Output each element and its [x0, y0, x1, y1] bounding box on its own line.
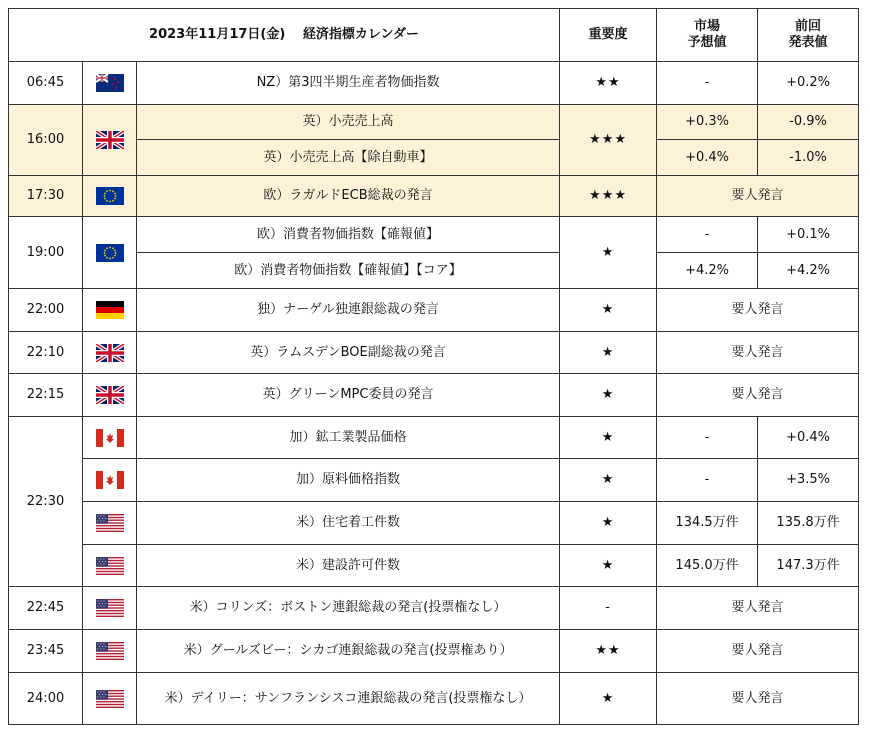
event-name: 欧）消費者物価指数【確報値】 — [137, 217, 560, 253]
forecast-value: +0.4% — [657, 140, 758, 176]
previous-value: +3.5% — [758, 459, 859, 502]
uk-flag-icon — [96, 344, 124, 362]
flag-cell — [83, 673, 137, 725]
forecast-value: +0.3% — [657, 105, 758, 140]
eu-flag-icon — [96, 187, 124, 205]
event-time: 22:00 — [9, 289, 83, 332]
forecast-value: - — [657, 62, 758, 105]
flag-cell — [83, 217, 137, 289]
importance-stars: ★ — [560, 417, 657, 459]
event-name: 加）原料価格指数 — [137, 459, 560, 502]
table-row — [9, 62, 859, 105]
flag-cell — [83, 176, 137, 217]
previous-value: +4.2% — [758, 253, 859, 289]
economic-calendar-table — [8, 8, 859, 725]
importance-stars: - — [560, 587, 657, 630]
flag-cell — [83, 374, 137, 417]
event-time: 06:45 — [9, 62, 83, 105]
importance-stars: ★★ — [560, 62, 657, 105]
flag-cell — [83, 459, 137, 502]
speech-note: 要人発言 — [657, 587, 859, 630]
event-time: 16:00 — [9, 105, 83, 176]
speech-note: 要人発言 — [657, 332, 859, 374]
previous-value: +0.2% — [758, 62, 859, 105]
table-row — [9, 673, 859, 725]
event-name: 米）建設許可件数 — [137, 545, 560, 587]
flag-cell — [83, 630, 137, 673]
ca-flag-icon — [96, 429, 124, 447]
forecast-value: - — [657, 217, 758, 253]
event-time: 19:00 — [9, 217, 83, 289]
importance-stars: ★★★ — [560, 105, 657, 176]
table-row — [9, 545, 859, 587]
importance-stars: ★ — [560, 217, 657, 289]
importance-header: 重要度 — [560, 9, 657, 62]
event-name: 欧）消費者物価指数【確報値】【コア】 — [137, 253, 560, 289]
table-row — [9, 502, 859, 545]
speech-note: 要人発言 — [657, 630, 859, 673]
event-name: 英）グリーンMPC委員の発言 — [137, 374, 560, 417]
forecast-value: +4.2% — [657, 253, 758, 289]
forecast-value: 145.0万件 — [657, 545, 758, 587]
event-name: 英）小売売上高【除自動車】 — [137, 140, 560, 176]
forecast-header: 市場 予想値 — [657, 9, 758, 62]
ca-flag-icon — [96, 471, 124, 489]
event-name: 英）ラムスデンBOE副総裁の発言 — [137, 332, 560, 374]
importance-stars: ★ — [560, 374, 657, 417]
table-row — [9, 253, 859, 289]
forecast-value: - — [657, 459, 758, 502]
previous-value: +0.4% — [758, 417, 859, 459]
flag-cell — [83, 545, 137, 587]
table-row — [9, 176, 859, 217]
us-flag-icon — [96, 557, 124, 575]
previous-value: -0.9% — [758, 105, 859, 140]
table-row — [9, 459, 859, 502]
importance-stars: ★ — [560, 673, 657, 725]
event-time: 22:45 — [9, 587, 83, 630]
table-row — [9, 105, 859, 140]
event-name: 独）ナーゲル独連銀総裁の発言 — [137, 289, 560, 332]
flag-cell — [83, 502, 137, 545]
table-row — [9, 140, 859, 176]
nz-flag-icon — [96, 74, 124, 92]
event-time: 23:45 — [9, 630, 83, 673]
event-time: 22:30 — [9, 417, 83, 587]
flag-cell — [83, 289, 137, 332]
event-name: 欧）ラガルドECB総裁の発言 — [137, 176, 560, 217]
event-name: 米）グールズビー：シカゴ連銀総裁の発言(投票権あり） — [137, 630, 560, 673]
us-flag-icon — [96, 514, 124, 532]
event-name: 米）コリンズ：ボストン連銀総裁の発言(投票権なし） — [137, 587, 560, 630]
forecast-value: 134.5万件 — [657, 502, 758, 545]
speech-note: 要人発言 — [657, 289, 859, 332]
event-time: 22:10 — [9, 332, 83, 374]
uk-flag-icon — [96, 386, 124, 404]
flag-cell — [83, 587, 137, 630]
event-time: 24:00 — [9, 673, 83, 725]
event-name: 米）住宅着工件数 — [137, 502, 560, 545]
importance-stars: ★ — [560, 545, 657, 587]
event-name: NZ）第3四半期生産者物価指数 — [137, 62, 560, 105]
event-name: 米）デイリー：サンフランシスコ連銀総裁の発言(投票権なし） — [137, 673, 560, 725]
previous-value: 147.3万件 — [758, 545, 859, 587]
header-row — [9, 9, 859, 62]
table-row — [9, 587, 859, 630]
de-flag-icon — [96, 301, 124, 319]
uk-flag-icon — [96, 131, 124, 149]
previous-value: -1.0% — [758, 140, 859, 176]
table-row — [9, 332, 859, 374]
importance-stars: ★ — [560, 459, 657, 502]
calendar-title: 2023年11月17日(金) 経済指標カレンダー — [9, 9, 560, 62]
importance-stars: ★★ — [560, 630, 657, 673]
speech-note: 要人発言 — [657, 673, 859, 725]
table-row — [9, 630, 859, 673]
speech-note: 要人発言 — [657, 176, 859, 217]
table-row — [9, 417, 859, 459]
us-flag-icon — [96, 690, 124, 708]
table-row — [9, 374, 859, 417]
flag-cell — [83, 62, 137, 105]
speech-note: 要人発言 — [657, 374, 859, 417]
us-flag-icon — [96, 599, 124, 617]
previous-value: +0.1% — [758, 217, 859, 253]
forecast-value: - — [657, 417, 758, 459]
event-name: 英）小売売上高 — [137, 105, 560, 140]
event-time: 22:15 — [9, 374, 83, 417]
importance-stars: ★ — [560, 502, 657, 545]
flag-cell — [83, 417, 137, 459]
flag-cell — [83, 105, 137, 176]
previous-header: 前回 発表値 — [758, 9, 859, 62]
flag-cell — [83, 332, 137, 374]
eu-flag-icon — [96, 244, 124, 262]
importance-stars: ★★★ — [560, 176, 657, 217]
event-time: 17:30 — [9, 176, 83, 217]
previous-value: 135.8万件 — [758, 502, 859, 545]
us-flag-icon — [96, 642, 124, 660]
table-row — [9, 217, 859, 253]
importance-stars: ★ — [560, 289, 657, 332]
table-row — [9, 289, 859, 332]
importance-stars: ★ — [560, 332, 657, 374]
event-name: 加）鉱工業製品価格 — [137, 417, 560, 459]
